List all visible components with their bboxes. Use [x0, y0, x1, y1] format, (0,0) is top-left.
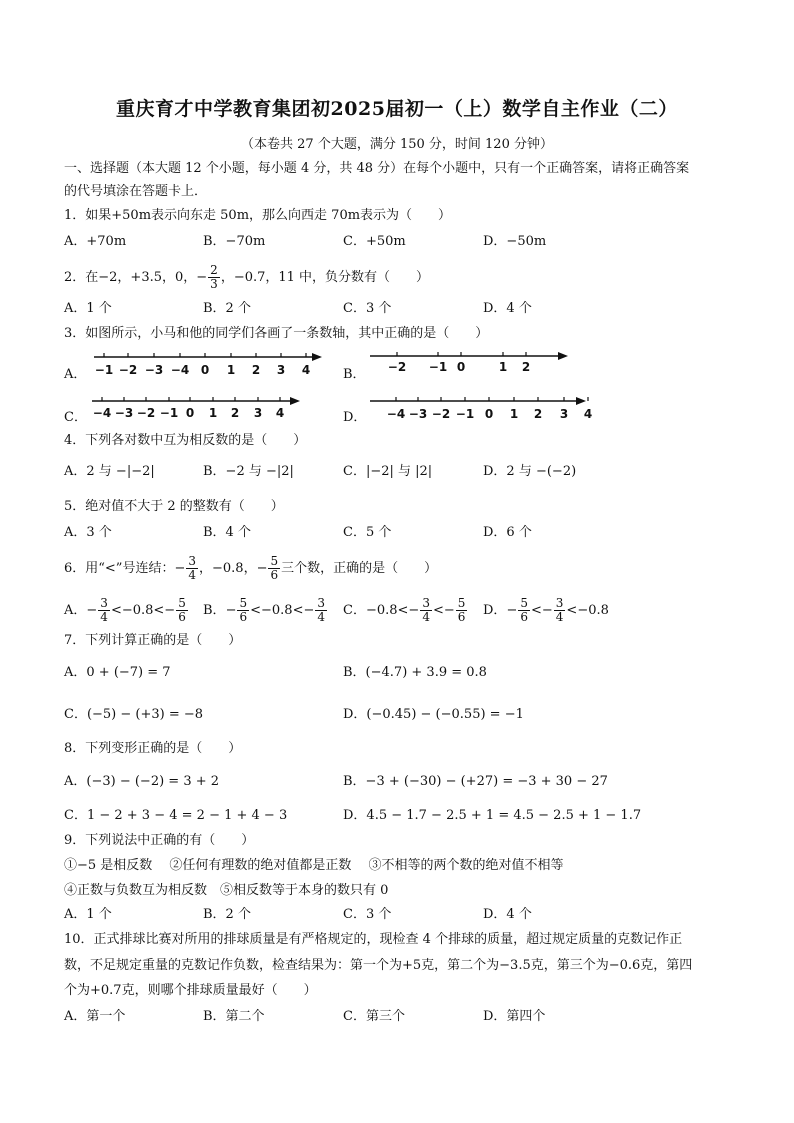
q2-option-d: D．4 个 [483, 301, 532, 316]
q2-frac-denominator: 3 [210, 277, 218, 291]
q6-c-frac1 [420, 597, 432, 624]
axis-a-tick-label: 2 [251, 363, 261, 377]
section-instruction-line2: 的代号填涂在答题卡上． [64, 184, 208, 199]
q7-option-d: D．(−0.45) − (−0.55) = −1 [343, 707, 524, 722]
q6-stem-part2: ，−0.8，− [199, 561, 268, 576]
q6-stem-part1: 6．用“<”号连结：− [64, 561, 186, 576]
frac-numerator: 3 [555, 596, 564, 610]
q6-d-end: <−0.8 [566, 603, 609, 618]
q2-stem-part2: ，−0.7，11 中，负分数有（ ） [220, 270, 430, 285]
q6-frac1-numerator: 3 [188, 554, 196, 568]
q6-b-middle: <−0.8<− [250, 603, 315, 618]
q9-stem: 9．下列说法中正确的有（ ） [64, 833, 255, 848]
q1-option-c: C．+50m [343, 234, 406, 249]
q4-option-b: B．−2 与 −|2| [203, 464, 294, 479]
q6-b-frac1 [237, 597, 249, 624]
q3-label-a: A． [64, 367, 87, 382]
q6-c-middle: <− [432, 603, 455, 618]
q5-option-c: C．5 个 [343, 525, 392, 540]
q6-option-c [343, 597, 468, 624]
q2-stem [64, 264, 429, 291]
q5-option-d: D．6 个 [483, 525, 532, 540]
q6-option-d-label: D． [483, 603, 507, 618]
q1-option-b: B．−70m [203, 234, 266, 249]
q4-option-d: D．2 与 −(−2) [483, 464, 577, 479]
q10-option-d: D．第四个 [483, 1009, 546, 1024]
frac-denominator: 4 [100, 610, 108, 624]
page-subtitle: （本卷共 27 个大题，满分 150 分，时间 120 分钟） [241, 137, 553, 152]
axis-b-tick-label: 2 [521, 360, 531, 374]
frac-denominator: 6 [239, 610, 248, 624]
q10-stem-line2: 数，不足规定重量的克数记作负数，检查结果为：第一个为+5克，第二个为−3.5克，第三个为−0.6克，第四 [64, 958, 693, 973]
axis-a-tick-label: 1 [226, 363, 236, 377]
q8-stem: 8．下列变形正确的是（ ） [64, 741, 242, 756]
frac-numerator: 5 [457, 596, 466, 610]
q6-option-a-label: A． [64, 603, 87, 618]
axis-d-tick-label: 0 [484, 407, 494, 421]
number-line-b [370, 349, 570, 379]
q6-frac2-numerator: 5 [270, 554, 279, 568]
q9-option-a: A．1 个 [64, 907, 112, 922]
axis-a-tick-label: −4 [170, 363, 190, 377]
q4-option-a: A．2 与 −|−2| [64, 464, 155, 479]
q10-stem-line1: 10．正式排球比赛对所用的排球质量是有严格规定的，现检查 4 个排球的质量，超过规定质量的克数记作正 [64, 932, 683, 947]
q2-stem-part1: 2．在−2，+3.5，0，− [64, 270, 208, 285]
axis-d-tick-label: −4 [386, 407, 406, 421]
q1-option-d: D．−50m [483, 234, 547, 249]
q3-stem: 3．如图所示，小马和他的同学们各画了一条数轴，其中正确的是（ ） [64, 326, 489, 341]
q6-frac1-denominator: 4 [188, 568, 196, 582]
axis-d-tick-label: −3 [408, 407, 428, 421]
number-line-a [94, 350, 324, 380]
frac-numerator: 5 [520, 596, 528, 610]
q6-d-middle: <− [530, 603, 553, 618]
frac-denominator: 4 [317, 610, 325, 624]
q6-option-d [483, 597, 609, 624]
q6-fraction-2 [268, 555, 280, 582]
frac-numerator: 3 [100, 596, 108, 610]
frac-denominator: 6 [178, 610, 186, 624]
q8-option-c: C．1 − 2 + 3 − 4 = 2 − 1 + 4 − 3 [64, 808, 288, 823]
q5-option-b: B．4 个 [203, 525, 251, 540]
axis-a-tick-label: 0 [200, 363, 210, 377]
axis-b-tick-label: −2 [387, 360, 407, 374]
q9-option-c: C．3 个 [343, 907, 392, 922]
axis-d-tick-label: −1 [455, 407, 475, 421]
frac-numerator: 3 [422, 596, 430, 610]
q6-stem [64, 555, 437, 582]
q5-stem: 5．绝对值不大于 2 的整数有（ ） [64, 499, 284, 514]
axis-b-tick-label: 1 [498, 360, 508, 374]
q2-fraction [208, 264, 220, 291]
q6-option-c-label: C． [343, 603, 366, 618]
axis-c-tick-label: 1 [208, 406, 218, 420]
axis-a-tick-label: −2 [118, 363, 138, 377]
axis-c-tick-label: 2 [230, 406, 240, 420]
q9-option-b: B．2 个 [203, 907, 251, 922]
q9-option-d: D．4 个 [483, 907, 532, 922]
q10-option-c: C．第三个 [343, 1009, 405, 1024]
axis-c-tick-label: −3 [114, 406, 134, 420]
q1-option-a: A．+70m [64, 234, 127, 249]
q10-stem-line3: 个为+0.7克，则哪个排球质量最好（ ） [64, 983, 317, 998]
q6-fraction-1 [186, 555, 198, 582]
frac-denominator: 4 [422, 610, 430, 624]
q6-d-frac1 [518, 597, 530, 624]
q5-option-a: A．3 个 [64, 525, 112, 540]
axis-b-tick-label: −1 [428, 360, 448, 374]
frac-denominator: 4 [555, 610, 564, 624]
axis-c-tick-label: −2 [136, 406, 156, 420]
frac-numerator: 5 [178, 596, 186, 610]
q8-option-d: D．4.5 − 1.7 − 2.5 + 1 = 4.5 − 2.5 + 1 − 1.7 [343, 808, 642, 823]
axis-c-tick-label: −1 [159, 406, 179, 420]
axis-d-tick-label: −2 [431, 407, 451, 421]
number-line-c [92, 394, 302, 424]
q6-a-frac1 [98, 597, 110, 624]
axis-c-tick-label: 4 [275, 406, 285, 420]
axis-c-tick-label: 3 [253, 406, 263, 420]
section-instruction-line1: 一、选择题（本大题 12 个小题，每小题 4 分，共 48 分）在每个小题中，只有一个正确答案，请将正确答案 [64, 161, 690, 176]
q7-option-c: C．(−5) − (+3) = −8 [64, 707, 204, 722]
q6-a-frac2 [176, 597, 188, 624]
axis-a-tick-label: 4 [301, 363, 311, 377]
axis-b-tick-label: 0 [456, 360, 466, 374]
axis-a-tick-label: −3 [144, 363, 164, 377]
q6-c-start: −0.8<− [365, 603, 420, 618]
q6-option-b [203, 597, 328, 624]
frac-numerator: 3 [317, 596, 325, 610]
q7-stem: 7．下列计算正确的是（ ） [64, 633, 242, 648]
q9-statements-line2: ④正数与负数互为相反数 ⑤相反数等于本身的数只有 0 [64, 883, 389, 898]
q8-option-a: A．(−3) − (−2) = 3 + 2 [64, 774, 220, 789]
q6-b-frac2 [315, 597, 327, 624]
axis-d-tick-label: 2 [533, 407, 543, 421]
q3-label-d: D． [343, 410, 367, 425]
q3-label-c: C． [64, 410, 87, 425]
q6-option-b-label: B． [203, 603, 226, 618]
q9-statements-line1: ①−5 是相反数 ②任何有理数的绝对值都是正数 ③不相等的两个数的绝对值不相等 [64, 858, 564, 873]
page-title: 重庆育才中学教育集团初2025届初一（上）数学自主作业（二） [116, 98, 678, 120]
q7-option-a: A．0 + (−7) = 7 [64, 665, 171, 680]
q6-minus: − [86, 603, 98, 618]
q2-option-a: A．1 个 [64, 301, 112, 316]
axis-c-tick-label: −4 [92, 406, 112, 420]
axis-d-tick-label: 4 [583, 407, 593, 421]
q1-stem: 1．如果+50m表示向东走 50m，那么向西走 70m表示为（ ） [64, 208, 452, 223]
q6-c-frac2 [456, 597, 468, 624]
axis-d-tick-label: 3 [559, 407, 569, 421]
q6-stem-part3: 三个数，正确的是（ ） [281, 561, 438, 576]
number-line-d [370, 394, 593, 424]
q4-option-c: C．|−2| 与 |2| [343, 464, 433, 479]
frac-numerator: 5 [239, 596, 248, 610]
axis-a-tick-label: −1 [94, 363, 114, 377]
q6-option-a [64, 597, 189, 624]
q6-frac2-denominator: 6 [270, 568, 279, 582]
q10-option-b: B．第二个 [203, 1009, 265, 1024]
q2-frac-numerator: 2 [210, 263, 218, 277]
q2-option-b: B．2 个 [203, 301, 251, 316]
axis-d-tick-label: 1 [509, 407, 519, 421]
q7-option-b: B．(−4.7) + 3.9 = 0.8 [343, 665, 487, 680]
frac-denominator: 6 [457, 610, 466, 624]
axis-c-tick-label: 0 [185, 406, 195, 420]
q10-option-a: A．第一个 [64, 1009, 126, 1024]
q4-stem: 4．下列各对数中互为相反数的是（ ） [64, 433, 307, 448]
q8-option-b: B．−3 + (−30) − (+27) = −3 + 30 − 27 [343, 774, 608, 789]
q3-label-b: B． [343, 367, 366, 382]
q6-minus: − [225, 603, 237, 618]
q6-a-middle: <−0.8<− [110, 603, 176, 618]
axis-a-tick-label: 3 [276, 363, 286, 377]
frac-denominator: 6 [520, 610, 528, 624]
q6-minus: − [506, 603, 518, 618]
q2-option-c: C．3 个 [343, 301, 392, 316]
q6-d-frac2 [554, 597, 566, 624]
